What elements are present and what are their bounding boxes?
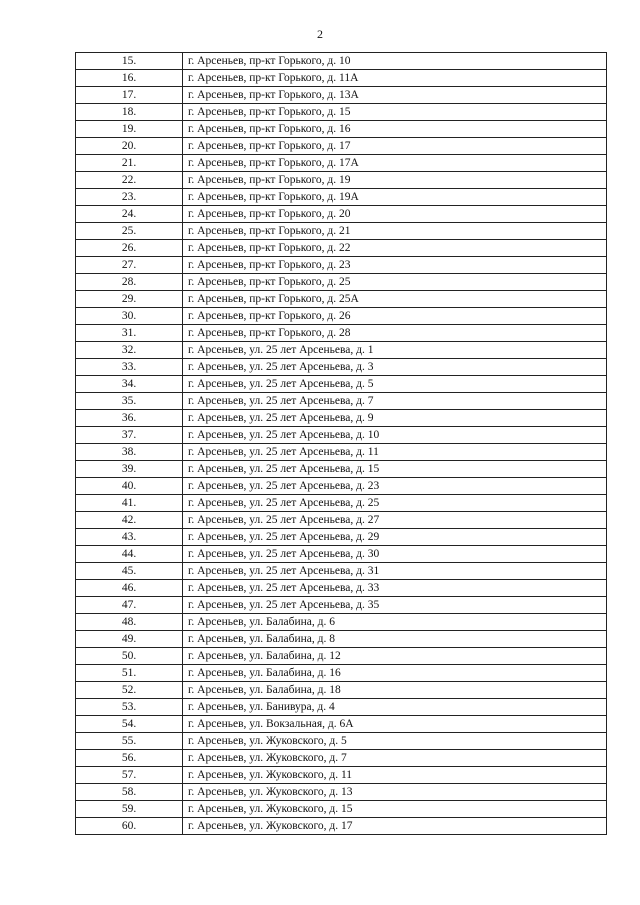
- row-number: 40.: [76, 478, 183, 495]
- row-number: 26.: [76, 240, 183, 257]
- row-number: 22.: [76, 172, 183, 189]
- row-address: г. Арсеньев, пр-кт Горького, д. 15: [183, 104, 607, 121]
- row-address: г. Арсеньев, ул. 25 лет Арсеньева, д. 5: [183, 376, 607, 393]
- row-number: 18.: [76, 104, 183, 121]
- row-address: г. Арсеньев, пр-кт Горького, д. 21: [183, 223, 607, 240]
- table-row: [76, 546, 607, 563]
- row-number: 31.: [76, 325, 183, 342]
- row-number: 57.: [76, 767, 183, 784]
- table-row: [76, 699, 607, 716]
- row-number: 33.: [76, 359, 183, 376]
- row-address: г. Арсеньев, пр-кт Горького, д. 13А: [183, 87, 607, 104]
- table-row: [76, 818, 607, 835]
- table-row: [76, 563, 607, 580]
- row-address: г. Арсеньев, ул. Балабина, д. 16: [183, 665, 607, 682]
- table-row: [76, 427, 607, 444]
- row-number: 43.: [76, 529, 183, 546]
- table-row: [76, 104, 607, 121]
- row-number: 42.: [76, 512, 183, 529]
- row-number: 38.: [76, 444, 183, 461]
- row-address: г. Арсеньев, ул. 25 лет Арсеньева, д. 10: [183, 427, 607, 444]
- table-row: [76, 784, 607, 801]
- row-number: 28.: [76, 274, 183, 291]
- row-number: 53.: [76, 699, 183, 716]
- row-address: г. Арсеньев, пр-кт Горького, д. 19А: [183, 189, 607, 206]
- row-number: 45.: [76, 563, 183, 580]
- row-number: 25.: [76, 223, 183, 240]
- table-row: [76, 767, 607, 784]
- row-number: 39.: [76, 461, 183, 478]
- row-address: г. Арсеньев, ул. 25 лет Арсеньева, д. 25: [183, 495, 607, 512]
- table-row: [76, 393, 607, 410]
- row-address: г. Арсеньев, ул. 25 лет Арсеньева, д. 3: [183, 359, 607, 376]
- table-row: [76, 257, 607, 274]
- row-number: 35.: [76, 393, 183, 410]
- row-address: г. Арсеньев, ул. 25 лет Арсеньева, д. 33: [183, 580, 607, 597]
- table-row: [76, 461, 607, 478]
- row-number: 36.: [76, 410, 183, 427]
- row-address: г. Арсеньев, пр-кт Горького, д. 17: [183, 138, 607, 155]
- table-row: [76, 716, 607, 733]
- row-number: 60.: [76, 818, 183, 835]
- row-number: 50.: [76, 648, 183, 665]
- row-address: г. Арсеньев, ул. 25 лет Арсеньева, д. 7: [183, 393, 607, 410]
- table-row: [76, 682, 607, 699]
- row-address: г. Арсеньев, ул. Балабина, д. 8: [183, 631, 607, 648]
- table-row: [76, 87, 607, 104]
- row-number: 24.: [76, 206, 183, 223]
- row-number: 54.: [76, 716, 183, 733]
- table-row: [76, 359, 607, 376]
- row-number: 58.: [76, 784, 183, 801]
- row-number: 52.: [76, 682, 183, 699]
- table-row: [76, 172, 607, 189]
- table-row: [76, 444, 607, 461]
- table-row: [76, 512, 607, 529]
- row-address: г. Арсеньев, ул. Жуковского, д. 13: [183, 784, 607, 801]
- row-address: г. Арсеньев, ул. 25 лет Арсеньева, д. 9: [183, 410, 607, 427]
- table-row: [76, 478, 607, 495]
- address-table-body: [76, 53, 607, 835]
- table-row: [76, 325, 607, 342]
- row-number: 44.: [76, 546, 183, 563]
- row-number: 16.: [76, 70, 183, 87]
- row-number: 21.: [76, 155, 183, 172]
- row-number: 47.: [76, 597, 183, 614]
- table-row: [76, 155, 607, 172]
- table-row: [76, 750, 607, 767]
- table-row: [76, 121, 607, 138]
- row-address: г. Арсеньев, пр-кт Горького, д. 26: [183, 308, 607, 325]
- row-address: г. Арсеньев, ул. 25 лет Арсеньева, д. 27: [183, 512, 607, 529]
- row-address: г. Арсеньев, пр-кт Горького, д. 16: [183, 121, 607, 138]
- row-address: г. Арсеньев, пр-кт Горького, д. 11А: [183, 70, 607, 87]
- table-row: [76, 342, 607, 359]
- row-address: г. Арсеньев, пр-кт Горького, д. 25А: [183, 291, 607, 308]
- row-address: г. Арсеньев, ул. Жуковского, д. 17: [183, 818, 607, 835]
- row-number: 41.: [76, 495, 183, 512]
- table-row: [76, 189, 607, 206]
- table-row: [76, 138, 607, 155]
- table-row: [76, 308, 607, 325]
- table-row: [76, 597, 607, 614]
- table-row: [76, 580, 607, 597]
- row-address: г. Арсеньев, ул. Жуковского, д. 7: [183, 750, 607, 767]
- table-row: [76, 376, 607, 393]
- row-address: г. Арсеньев, пр-кт Горького, д. 17А: [183, 155, 607, 172]
- table-row: [76, 410, 607, 427]
- table-row: [76, 529, 607, 546]
- row-number: 23.: [76, 189, 183, 206]
- row-address: г. Арсеньев, ул. 25 лет Арсеньева, д. 23: [183, 478, 607, 495]
- row-address: г. Арсеньев, ул. 25 лет Арсеньева, д. 30: [183, 546, 607, 563]
- table-row: [76, 648, 607, 665]
- address-table: [75, 52, 607, 835]
- row-address: г. Арсеньев, ул. Балабина, д. 12: [183, 648, 607, 665]
- row-number: 15.: [76, 53, 183, 70]
- row-number: 27.: [76, 257, 183, 274]
- row-address: г. Арсеньев, ул. Жуковского, д. 11: [183, 767, 607, 784]
- row-number: 49.: [76, 631, 183, 648]
- row-number: 32.: [76, 342, 183, 359]
- row-address: г. Арсеньев, пр-кт Горького, д. 10: [183, 53, 607, 70]
- row-number: 46.: [76, 580, 183, 597]
- row-address: г. Арсеньев, ул. 25 лет Арсеньева, д. 1: [183, 342, 607, 359]
- row-address: г. Арсеньев, пр-кт Горького, д. 23: [183, 257, 607, 274]
- table-row: [76, 70, 607, 87]
- table-row: [76, 631, 607, 648]
- table-row: [76, 53, 607, 70]
- row-address: г. Арсеньев, ул. 25 лет Арсеньева, д. 31: [183, 563, 607, 580]
- table-row: [76, 614, 607, 631]
- row-number: 17.: [76, 87, 183, 104]
- page-number: 2: [317, 27, 323, 41]
- row-address: г. Арсеньев, ул. Балабина, д. 18: [183, 682, 607, 699]
- row-address: г. Арсеньев, ул. 25 лет Арсеньева, д. 11: [183, 444, 607, 461]
- table-row: [76, 733, 607, 750]
- table-row: [76, 801, 607, 818]
- row-address: г. Арсеньев, ул. Банивура, д. 4: [183, 699, 607, 716]
- table-row: [76, 495, 607, 512]
- row-address: г. Арсеньев, ул. Жуковского, д. 15: [183, 801, 607, 818]
- table-row: [76, 274, 607, 291]
- row-number: 30.: [76, 308, 183, 325]
- row-number: 48.: [76, 614, 183, 631]
- table-row: [76, 240, 607, 257]
- row-address: г. Арсеньев, ул. 25 лет Арсеньева, д. 15: [183, 461, 607, 478]
- row-address: г. Арсеньев, ул. 25 лет Арсеньева, д. 35: [183, 597, 607, 614]
- row-address: г. Арсеньев, ул. 25 лет Арсеньева, д. 29: [183, 529, 607, 546]
- row-address: г. Арсеньев, ул. Жуковского, д. 5: [183, 733, 607, 750]
- row-address: г. Арсеньев, ул. Вокзальная, д. 6А: [183, 716, 607, 733]
- row-number: 19.: [76, 121, 183, 138]
- row-number: 55.: [76, 733, 183, 750]
- row-address: г. Арсеньев, пр-кт Горького, д. 22: [183, 240, 607, 257]
- row-number: 56.: [76, 750, 183, 767]
- row-address: г. Арсеньев, пр-кт Горького, д. 28: [183, 325, 607, 342]
- table-row: [76, 291, 607, 308]
- row-address: г. Арсеньев, пр-кт Горького, д. 20: [183, 206, 607, 223]
- table-row: [76, 206, 607, 223]
- table-row: [76, 223, 607, 240]
- row-address: г. Арсеньев, пр-кт Горького, д. 25: [183, 274, 607, 291]
- row-number: 29.: [76, 291, 183, 308]
- row-address: г. Арсеньев, пр-кт Горького, д. 19: [183, 172, 607, 189]
- row-number: 37.: [76, 427, 183, 444]
- row-number: 51.: [76, 665, 183, 682]
- row-number: 59.: [76, 801, 183, 818]
- row-number: 20.: [76, 138, 183, 155]
- row-number: 34.: [76, 376, 183, 393]
- table-row: [76, 665, 607, 682]
- row-address: г. Арсеньев, ул. Балабина, д. 6: [183, 614, 607, 631]
